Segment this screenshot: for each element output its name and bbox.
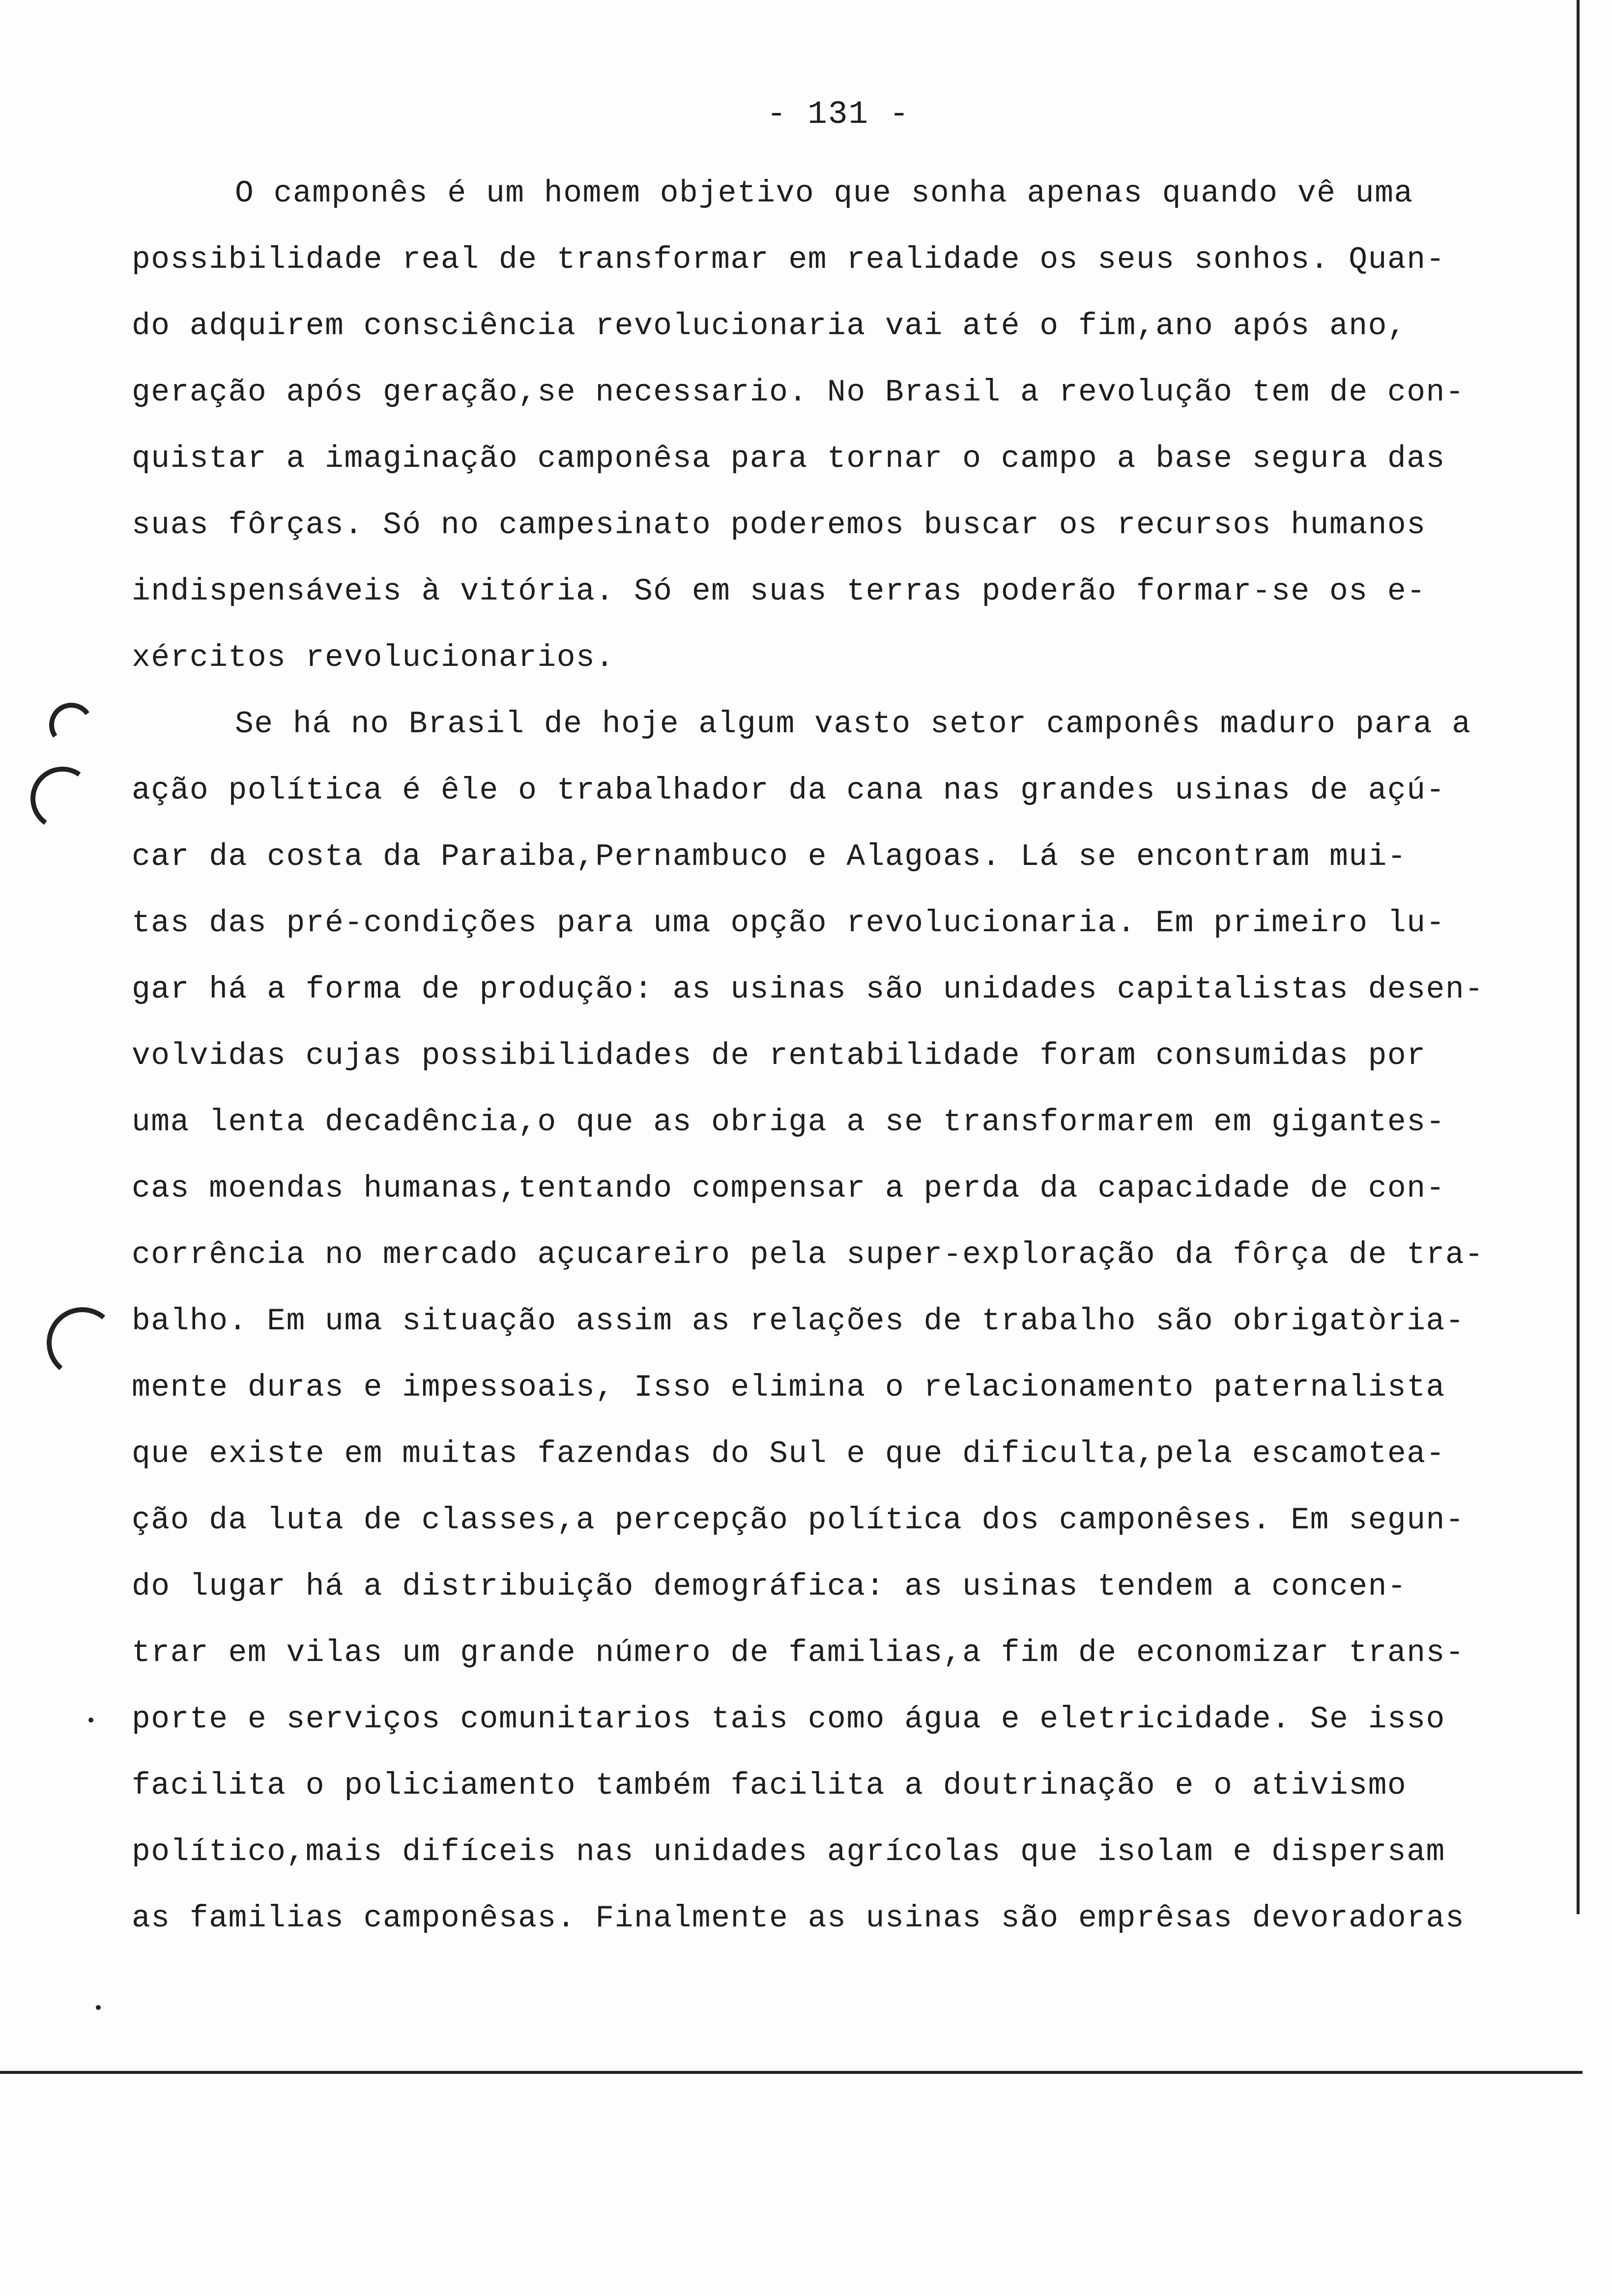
text-line: volvidas cujas possibilidades de rentabilidade foram consumidas por: [132, 1038, 1426, 1073]
text-line: O camponês é um homem objetivo que sonha apenas quando vê uma: [235, 176, 1413, 211]
text-line: do adquirem consciência revolucionaria vai até o fim,ano após ano,: [132, 309, 1407, 344]
text-line: político,mais difíceis nas unidades agrícolas que isolam e dispersam: [132, 1835, 1445, 1869]
text-line: ção da luta de classes,a percepção política dos camponêses. Em segun-: [132, 1503, 1465, 1538]
text-line: trar em vilas um grande número de familias,a fim de economizar trans-: [132, 1636, 1465, 1670]
margin-dot: [96, 2005, 101, 2010]
text-line: suas fôrças. Só no campesinato poderemos buscar os recursos humanos: [132, 508, 1426, 543]
text-line: uma lenta decadência,o que as obriga a se transformarem em gigantes-: [132, 1105, 1445, 1140]
text-line: facilita o policiamento também facilita a doutrinação e o ativismo: [132, 1768, 1407, 1803]
hole-punch-mark: [26, 762, 100, 836]
text-line: geração após geração,se necessario. No Brasil a revolução tem de con-: [132, 375, 1465, 410]
text-line: tas das pré-condições para uma opção revolucionaria. Em primeiro lu-: [132, 906, 1445, 941]
margin-dot: [88, 1718, 93, 1722]
text-line: gar há a forma de produção: as usinas são unidades capitalistas desen-: [132, 972, 1484, 1007]
text-line: Se há no Brasil de hoje algum vasto setor camponês maduro para a: [235, 707, 1471, 742]
text-line: que existe em muitas fazendas do Sul e que dificulta,pela escamotea-: [132, 1436, 1445, 1471]
text-line: possibilidade real de transformar em realidade os seus sonhos. Quan-: [132, 242, 1445, 277]
text-line: cas moendas humanas,tentando compensar a perda da capacidade de con-: [132, 1171, 1445, 1206]
text-line: corrência no mercado açucareiro pela super-exploração da fôrça de tra-: [132, 1237, 1484, 1272]
text-line: balho. Em uma situação assim as relações de trabalho são obrigatòria-: [132, 1304, 1465, 1339]
text-line: quistar a imaginação camponêsa para tornar o campo a base segura das: [132, 441, 1445, 476]
hole-punch-mark: [44, 1304, 121, 1381]
bottom-edge-line: [0, 2071, 1583, 2074]
text-line: ação política é êle o trabalhador da cana nas grandes usinas de açú-: [132, 773, 1445, 808]
hole-punch-mark: [46, 699, 97, 750]
text-line: mente duras e impessoais, Isso elimina o relacionamento paternalista: [132, 1370, 1445, 1405]
text-line: car da costa da Paraiba,Pernambuco e Alagoas. Lá se encontram mui-: [132, 839, 1407, 874]
text-line: do lugar há a distribuição demográfica: as usinas tendem a concen-: [132, 1569, 1407, 1604]
text-line: as familias camponêsas. Finalmente as usinas são emprêsas devoradoras: [132, 1901, 1465, 1936]
text-line: xércitos revolucionarios.: [132, 640, 615, 675]
right-edge-line: [1577, 0, 1580, 1914]
page-number: - 131 -: [767, 96, 910, 133]
text-line: indispensáveis à vitória. Só em suas terras poderão formar-se os e-: [132, 574, 1426, 609]
text-line: porte e serviços comunitarios tais como água e eletricidade. Se isso: [132, 1702, 1445, 1737]
